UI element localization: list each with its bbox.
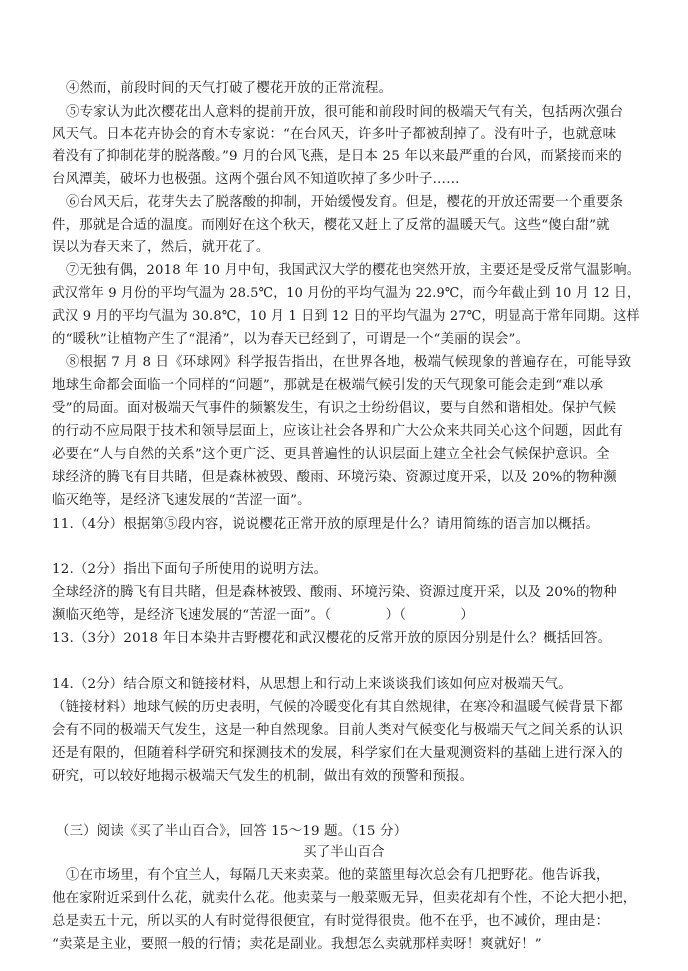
paragraph-8-line-2: 地球生命都会面临一个同样的“问题”，那就是在极端气候引发的天气现象可能会走到“难以承 [52,378,604,393]
question-12-sentence-2: 濒临灭绝等，是经济飞速发展的“苦涩一面”。（ ）（ ） [52,608,474,623]
link-material-line-1: （链接材料）地球气候的历史表明，气候的冷暖变化有其自然规律，在寒冷和温暖气候背景下都 [52,700,623,715]
article-paragraph-1-line-1: ①在市场里，有个宜兰人，每隔几天来卖菜。他的菜篮里每次总会有几把野花。他告诉我， [66,868,610,883]
link-material-line-3: 还是有限的，但随着科学研究和探测技术的发展，科学家们在大量观测资料的基础上进行深入的 [52,746,623,761]
paragraph-5-line-4: 台风潭美，破坏力也极强。这两个强台风不知道吹掉了多少叶子…… [52,172,460,187]
paragraph-5-line-2: 风天气。日本花卉协会的育木专家说：“在台风天，许多叶子都被刮掉了。没有叶子，也就意味 [52,127,617,142]
link-material-line-2: 会有不同的极端天气发生，这是一种自然现象。目前人类对气候变化与极端天气之间关系的认识 [52,723,623,738]
paragraph-8-line-6: 球经济的腾飞有目共睹，但是森林被毁、酸雨、环境污染、资源过度开采，以及 20%的物种濒 [52,470,617,485]
paragraph-8-line-3: 受”的局面。面对极端天气事件的频繁发生，有识之士纷纷倡议，要与自然和谐相处。保护气候 [52,401,617,416]
paragraph-7-line-4: 的“暖秋”让植物产生了“混淆”，以为春天已经到了，可谓是一个“美丽的误会”。 [52,332,530,347]
paragraph-5-line-3: 着没有了抑制花芽的脱落酸。”9 月的台风飞燕，是日本 25 年以来最严重的台风，而紧接而来的 [52,149,622,164]
article-paragraph-1-line-3: 总是卖五十元，所以买的人有时觉得很便宜，有时觉得很贵。他不在乎，也不减价，理由是： [52,914,610,929]
paragraph-6-line-1: ⑥台风天后，花芽失去了脱落酸的抑制，开始缓慢发育。但是，樱花的开放还需要一个重要条 [66,195,624,210]
paragraph-7-line-3: 武汉 9 月的平均气温为 30.8℃，10 月 1 日到 12 日的平均气温为 27℃，明显高于常年同期。这样 [52,309,640,324]
question-14: 14.（2分）结合原文和链接材料，从思想上和行动上来谈谈我们该如何应对极端天气。 [52,677,572,692]
paragraph-5-line-1: ⑤专家认为此次樱花出人意料的提前开放，很可能和前段时间的极端天气有关，包括两次强台 [66,105,624,120]
paragraph-6-line-2: 件，那就是合适的温度。而刚好在这个秋天，樱花又赶上了反常的温暖天气。这些“傻白甜”就 [52,218,610,233]
paragraph-8-line-5: 必要在“人与自然的关系”这个更广泛、更具普遍性的认识层面上建立全社会气候保护意识。全 [52,447,610,462]
article-paragraph-1-line-4: “卖菜是主业，要照一般的行情；卖花是副业。我想怎么卖就那样卖呀！爽就好！” [52,937,542,952]
article-paragraph-1-line-2: 他在家附近采到什么花，就卖什么花。他卖菜与一般菜贩无异，但卖花却有个性，不论大把小把， [52,891,637,906]
paragraph-7-line-1: ⑦无独有偶，2018 年 10 月中旬，我国武汉大学的樱花也突然开放，主要还是受反常气温影响。 [66,263,641,278]
paragraph-8-line-4: 的行动不应局限于技术和领导层面上，应该让社会各界和广大公众来共同关心这个问题，因此有 [52,424,623,439]
question-11: 11.（4分）根据第⑤段内容，说说樱花正常开放的原理是什么？请用简练的语言加以概括。 [52,517,600,532]
article-title: 买了半山百合 [303,845,385,860]
paragraph-8-line-7: 临灭绝等，是经济飞速发展的“苦涩一面”。 [52,493,311,508]
question-13: 13.（3分）2018 年日本染井吉野樱花和武汉樱花的反常开放的原因分别是什么？概括回答。 [52,631,612,646]
paragraph-7-line-2: 武汉常年 9 月份的平均气温为 28.5℃，10 月份的平均气温为 22.9℃，而今年截止到 10 月 12 日， [52,286,641,301]
question-12: 12.（2分）指出下面句子所使用的说明方法。 [52,562,328,577]
question-12-sentence-1: 全球经济的腾飞有目共睹，但是森林被毁、酸雨、环境污染、资源过度开采，以及 20%的物种 [52,585,617,600]
link-material-line-4: 研究，可以较好地揭示极端天气发生的机制，做出有效的预警和预报。 [52,769,474,784]
paragraph-4: ④然而，前段时间的天气打破了樱花开放的正常流程。 [66,81,393,96]
section-3-heading: （三）阅读《买了半山百合》，回答 15～19 题。（15 分） [56,824,408,839]
paragraph-8-line-1: ⑧根据 7 月 8 日《环球网》科学报告指出，在世界各地，极端气候现象的普遍存在，可能导致 [66,355,632,370]
paragraph-6-line-3: 误以为春天来了，然后，就开花了。 [52,240,270,255]
